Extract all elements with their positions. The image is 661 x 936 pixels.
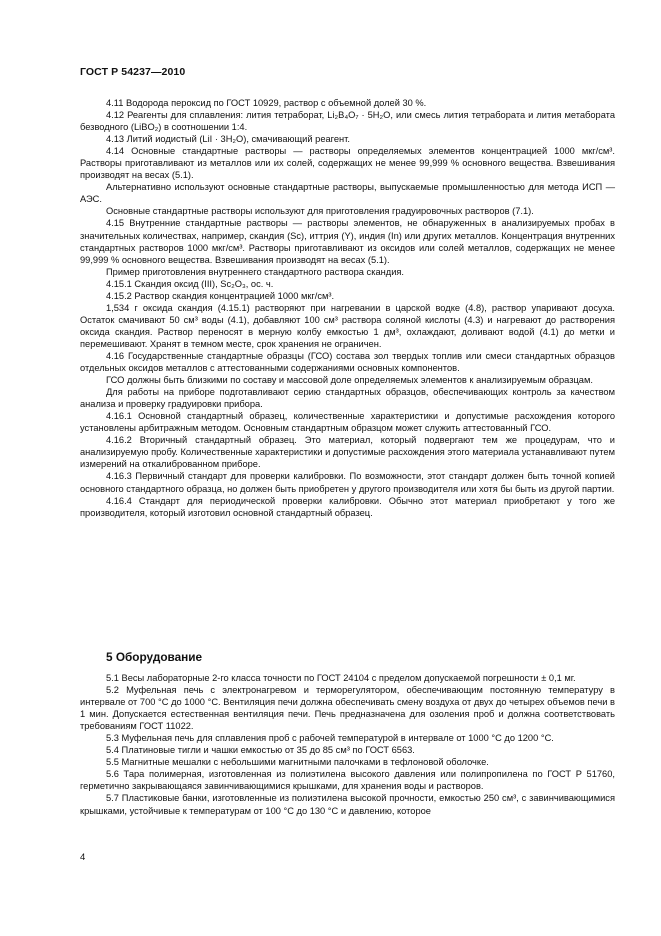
- paragraph-4-14: 4.14 Основные стандартные растворы — растворы определяемых элементов концентрацией 1000 мкг/см³. Растворы приготавливают из металлов или их солей, содержащих не менее 99,999 % основного вещества. Взвешивания производят на весах (5.1).: [80, 146, 615, 181]
- document-header: ГОСТ Р 54237—2010: [80, 66, 186, 78]
- paragraph-5-3: 5.3 Муфельная печь для сплавления проб с рабочей температурой в интервале от 1000 °С до 1200 °С.: [106, 733, 554, 744]
- paragraph-4-15-procedure: 1,534 г оксида скандия (4.15.1) растворяют при нагревании в царской водке (4.8), раствор упаривают досуха. Остаток смачивают 50 см³ воды (4.1), добавляют 100 см³ раствора соляной кислоты (4.3) и нагревают до растворения оксида скандия. Раствор переносят в мерную колбу емкостью 1 дм³, охлаждают, доливают водой (4.1) до метки и перемешивают. Хранят в темном месте, срок хранения не ограничен.: [80, 302, 615, 349]
- paragraph-4-15: 4.15 Внутренние стандартные растворы — растворы элементов, не обнаруженных в анализируемых пробах в значительных количествах, например, скандия (Sc), иттрия (Y), индия (In) или других металлов. Концентрация внутренних стандартных растворов 1000 мкг/см³. Растворы приготавливают из оксидов или солей металлов, содержащих не менее 99,999 % основного вещества. Взвешивания производят на весах (5.1).: [80, 218, 615, 265]
- section-4-body: [80, 97, 615, 519]
- paragraph-4-15-2: 4.15.2 Раствор скандия концентрацией 1000 мкг/см³.: [106, 290, 335, 301]
- page-number: 4: [80, 852, 86, 863]
- section-5-heading-wrap: [80, 650, 615, 664]
- paragraph-4-16-3: 4.16.3 Первичный стандарт для проверки калибровки. По возможности, этот стандарт должен быть точной копией основного стандартного образца, но должен быть приобретен у другого производителя или хотя бы быть из другой партии.: [80, 471, 615, 494]
- paragraph-4-12: 4.12 Реагенты для сплавления: лития тетраборат, Li₂B₄O₇ · 5H₂O, или смесь лития тетрабората и лития метабората безводного (LiBO₂) в соотношении 1:4.: [80, 110, 615, 133]
- paragraph-4-16-series: Для работы на приборе подготавливают серию стандартных образцов, обеспечивающих контроль за качеством анализа и проверку градуировки прибора.: [80, 387, 615, 410]
- paragraph-4-11: 4.11 Водорода пероксид по ГОСТ 10929, раствор с объемной долей 30 %.: [106, 98, 427, 108]
- paragraph-5-4: 5.4 Платиновые тигли и чашки емкостью от 35 до 85 см³ по ГОСТ 6563.: [106, 745, 415, 756]
- paragraph-4-16-2: 4.16.2 Вторичный стандартный образец. Это материал, который подвергают тем же процедурам, что и анализируемую пробу. Количественные характеристики и допустимые расхождения этого материала устанавливают путем измерений на откалиброванном приборе.: [80, 435, 615, 470]
- paragraph-4-16-4: 4.16.4 Стандарт для периодической проверки калибровки. Обычно этот материал приобретают у того же производителя, который изготовил основной стандартный образец.: [80, 495, 615, 518]
- paragraph-5-1: 5.1 Весы лабораторные 2-го класса точности по ГОСТ 24104 с пределом допускаемой погрешности ± 0,1 мг.: [106, 673, 576, 683]
- paragraph-4-16-gso: ГСО должны быть близкими по составу и массовой доле определяемых элементов к анализируемым образцам.: [106, 375, 593, 386]
- paragraph-5-6: 5.6 Тара полимерная, изготовленная из полиэтилена высокого давления или полипропилена по ГОСТ Р 51760, герметично закрывающаяся завинчивающимися крышками, для хранения воды и растворов.: [80, 769, 615, 792]
- paragraph-5-7: 5.7 Пластиковые банки, изготовленные из полиэтилена высокой прочности, емкостью 250 см³, с завинчивающимися крышками, устойчивые к температурам от 100 °С до 130 °С и давлению, которое: [80, 793, 615, 816]
- paragraph-5-2: 5.2 Муфельная печь с электронагревом и терморегулятором, обеспечивающим постоянную температуру в интервале от 700 °С до 1000 °С. Вентиляция печи должна обеспечивать смену воздуха от двух до четырех объемов печи в 1 мин. Допускается естественная вентиляция печи. Печь предназначена для озоления проб и должна соответствовать требованиям ГОСТ 11022.: [80, 685, 615, 732]
- section-5-title: 5 Оборудование: [106, 650, 203, 664]
- paragraph-5-5: 5.5 Магнитные мешалки с небольшими магнитными палочками в тефлоновой оболочке.: [106, 757, 489, 768]
- section-5-body: [80, 672, 615, 817]
- paragraph-4-15-example: Пример приготовления внутреннего стандартного раствора скандия.: [106, 266, 405, 277]
- paragraph-4-13: 4.13 Литий иодистый (LiI · 3H₂O), смачивающий реагент.: [106, 134, 350, 145]
- paragraph-4-14-alt: Альтернативно используют основные стандартные растворы, выпускаемые промышленностью для метода ИСП — АЭС.: [80, 182, 615, 205]
- paragraph-4-16: 4.16 Государственные стандартные образцы (ГСО) состава зол твердых топлив или смеси стандартных образцов отдельных оксидов металлов с аттестованными содержаниями основных компонентов.: [80, 350, 615, 374]
- paragraph-4-14-use: Основные стандартные растворы используют для приготовления градуировочных растворов (7.1).: [106, 206, 534, 217]
- paragraph-4-15-1: 4.15.1 Скандия оксид (III), Sc₂O₃, ос. ч.: [106, 278, 274, 289]
- paragraph-4-16-1: 4.16.1 Основной стандартный образец, количественные характеристики и допустимые расхождения которого установлены арбитражным методом. Основным стандартным образцом может служить аттестованный ГСО.: [80, 411, 615, 434]
